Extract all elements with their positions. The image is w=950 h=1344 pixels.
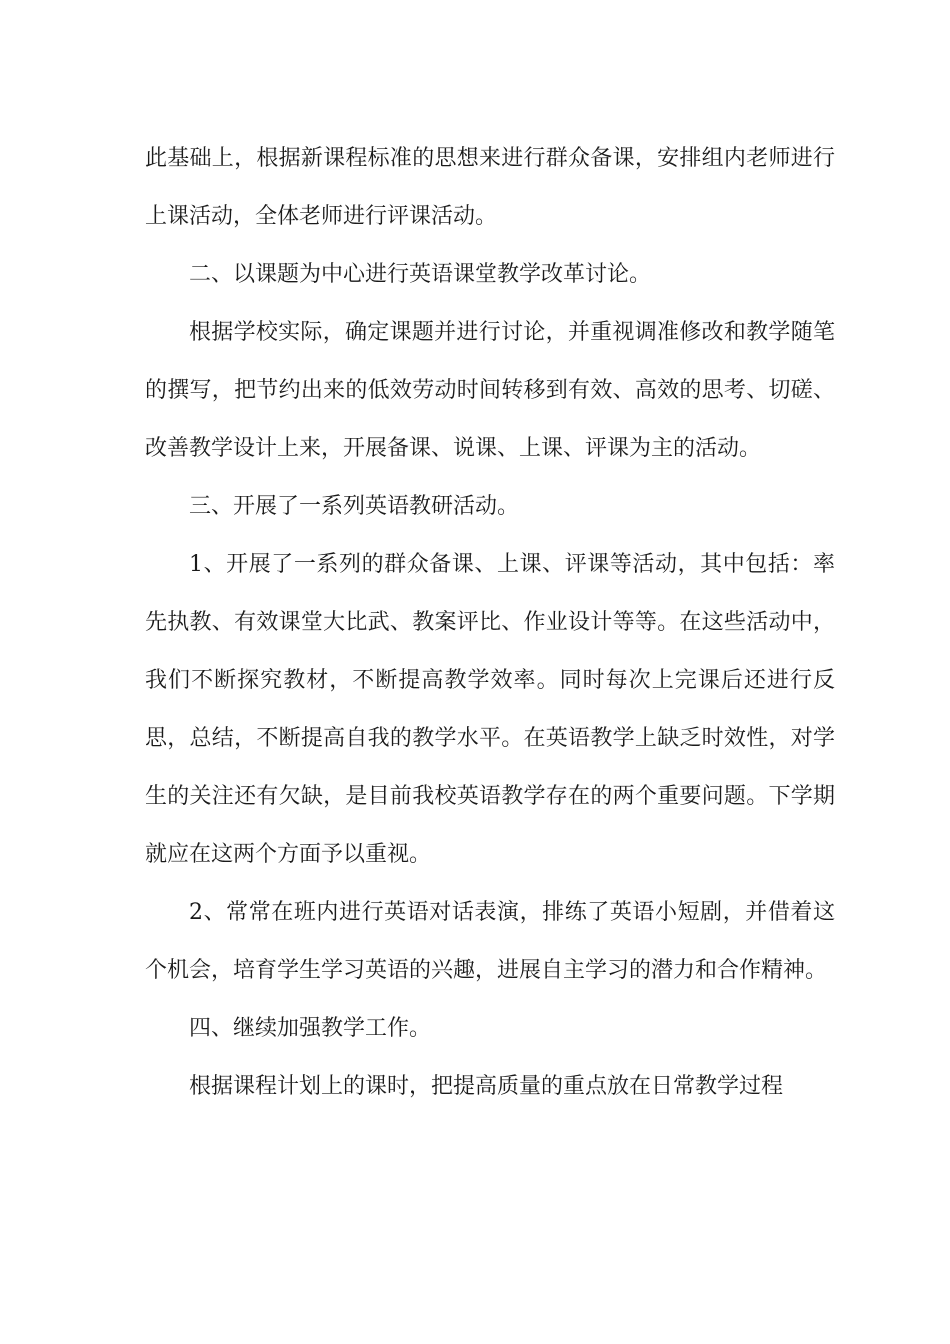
list-item-1: 1、开展了一系列的群众备课、上课、评课等活动，其中包括：率先执教、有效课堂大比武、教案评比、作业设计等等。在这些活动中，我们不断探究教材，不断提高教学效率。同时每次上完课后还进行反思，总结，不断提高自我的教学水平。在英语教学上缺乏时效性，对学生的关注还有欠缺，是目前我校英语教学存在的两个重要问题。下学期就应在这两个方面予以重视。 (145, 552, 835, 867)
paragraph-1: 此基础上，根据新课程标准的思想来进行群众备课，安排组内老师进行上课活动，全体老师进行评课活动。 (145, 146, 835, 229)
section-heading-4: 四、继续加强教学工作。 (189, 1016, 432, 1041)
document-body (145, 130, 835, 1116)
paragraph-2: 根据学校实际，确定课题并进行讨论，并重视调准修改和教学随笔的撰写，把节约出来的低效劳动时间转移到有效、高效的思考、切磋、改善教学设计上来，开展备课、说课、上课、评课为主的活动。 (145, 320, 835, 461)
list-item-2: 2、常常在班内进行英语对话表演，排练了英语小短剧，并借着这个机会，培育学生学习英语的兴趣，进展自主学习的潜力和合作精神。 (145, 900, 835, 983)
paragraph-3: 根据课程计划上的课时，把提高质量的重点放在日常教学过程 (189, 1074, 784, 1099)
section-heading-2: 二、以课题为中心进行英语课堂教学改革讨论。 (189, 262, 652, 287)
section-heading-3: 三、开展了一系列英语教研活动。 (189, 494, 520, 519)
